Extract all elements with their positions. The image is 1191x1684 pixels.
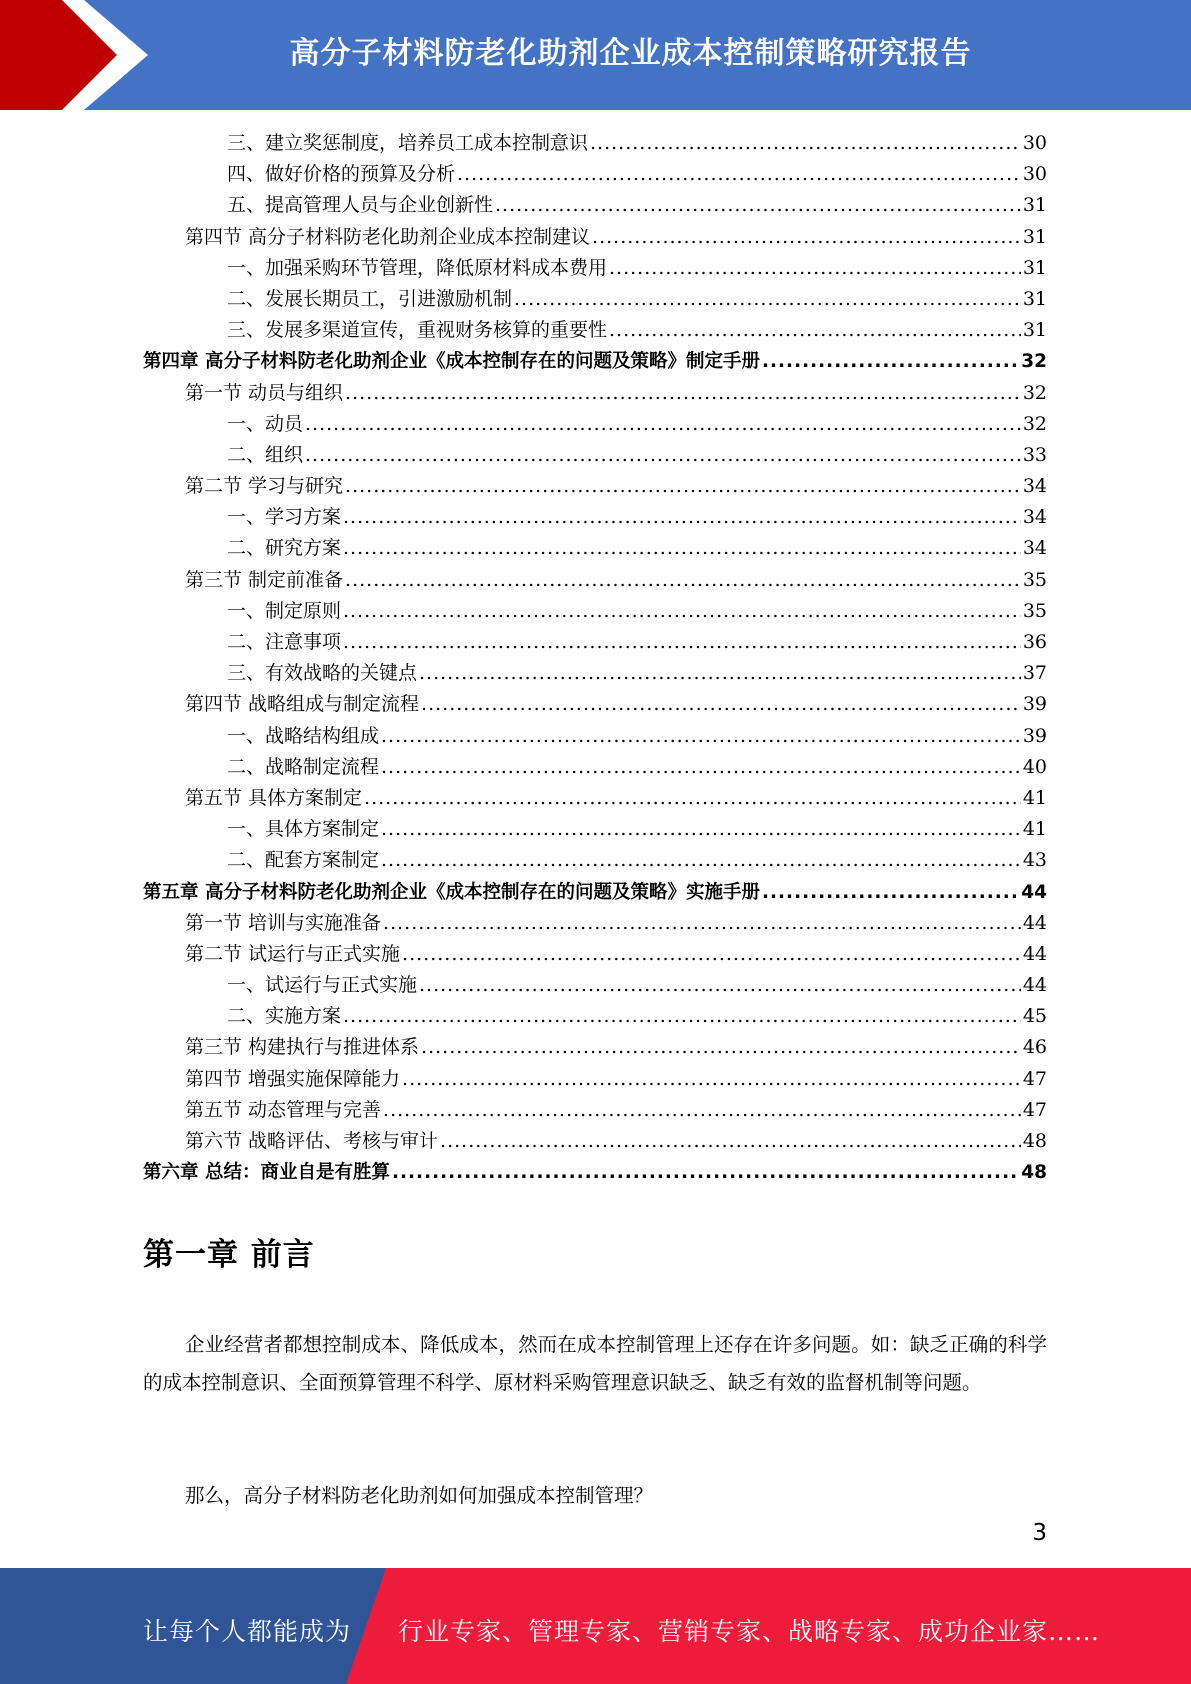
toc-dot-leader xyxy=(421,1032,1021,1063)
toc-entry[interactable] xyxy=(143,627,1047,658)
toc-entry[interactable] xyxy=(143,721,1047,752)
toc-entry-title: 二、战略制定流程 xyxy=(227,755,380,778)
toc-entry-title: 二、研究方案 xyxy=(227,537,342,560)
toc-entry-page: 47 xyxy=(1022,1067,1047,1090)
toc-dot-leader xyxy=(590,128,1021,159)
toc-entry[interactable] xyxy=(143,409,1047,440)
toc-entry[interactable] xyxy=(143,845,1047,876)
toc-dot-leader xyxy=(364,783,1021,814)
toc-dot-leader xyxy=(419,970,1021,1001)
toc-entry-page: 39 xyxy=(1022,693,1047,716)
toc-entry-page: 31 xyxy=(1022,194,1047,217)
toc-entry[interactable] xyxy=(143,596,1047,627)
toc-entry-page: 32 xyxy=(1022,412,1047,435)
toc-entry-title: 第四节 战略组成与制定流程 xyxy=(185,693,420,716)
toc-entry-title: 二、组织 xyxy=(227,443,304,466)
toc-dot-leader xyxy=(592,222,1021,253)
toc-entry-page: 44 xyxy=(1022,911,1047,934)
toc-entry-page: 37 xyxy=(1022,662,1047,685)
toc-entry[interactable] xyxy=(143,689,1047,720)
toc-entry[interactable] xyxy=(143,1157,1047,1188)
toc-entry[interactable] xyxy=(143,752,1047,783)
toc-entry-title: 第六节 战略评估、考核与审计 xyxy=(185,1130,439,1152)
toc-entry[interactable] xyxy=(143,1126,1047,1157)
toc-dot-leader xyxy=(343,1001,1021,1032)
toc-entry[interactable] xyxy=(143,814,1047,845)
toc-dot-leader xyxy=(345,565,1021,596)
toc-dot-leader xyxy=(440,1126,1021,1157)
toc-entry-title: 四、做好价格的预算及分析 xyxy=(227,163,456,186)
toc-entry-title: 一、试运行与正式实施 xyxy=(227,974,418,997)
toc-entry-page: 32 xyxy=(1021,351,1047,373)
toc-entry[interactable] xyxy=(143,346,1047,377)
footer-slogan-right: 行业专家、管理专家、营销专家、战略专家、成功企业家…… xyxy=(398,1617,1101,1646)
toc-dot-leader xyxy=(402,1064,1021,1095)
toc-dot-leader xyxy=(609,253,1021,284)
toc-dot-leader xyxy=(514,284,1021,315)
table-of-contents xyxy=(143,128,1047,1188)
toc-entry-title: 一、动员 xyxy=(227,412,304,435)
toc-dot-leader xyxy=(343,627,1021,658)
toc-entry[interactable] xyxy=(143,222,1047,253)
toc-entry-title: 二、实施方案 xyxy=(227,1005,342,1028)
toc-entry[interactable] xyxy=(143,253,1047,284)
toc-entry-page: 34 xyxy=(1022,475,1047,498)
toc-entry-title: 三、发展多渠道宣传，重视财务核算的重要性 xyxy=(227,319,608,342)
toc-entry-page: 35 xyxy=(1022,599,1047,622)
toc-entry-page: 45 xyxy=(1022,1005,1047,1028)
toc-entry-title: 三、有效战略的关键点 xyxy=(227,662,418,685)
toc-entry-page: 48 xyxy=(1022,1130,1047,1152)
toc-entry-title: 一、具体方案制定 xyxy=(227,818,380,841)
toc-entry[interactable] xyxy=(143,783,1047,814)
toc-entry[interactable] xyxy=(143,1095,1047,1126)
toc-entry-page: 46 xyxy=(1022,1036,1047,1059)
toc-dot-leader xyxy=(381,814,1021,845)
toc-entry[interactable] xyxy=(143,1001,1047,1032)
toc-dot-leader xyxy=(419,658,1021,689)
toc-dot-leader xyxy=(392,1157,1019,1188)
toc-entry[interactable] xyxy=(143,1064,1047,1095)
toc-entry-title: 第三节 制定前准备 xyxy=(185,568,344,591)
toc-entry-title: 二、发展长期员工，引进激励机制 xyxy=(227,287,513,310)
toc-entry-title: 二、注意事项 xyxy=(227,631,342,653)
toc-entry-page: 44 xyxy=(1021,881,1047,903)
toc-dot-leader xyxy=(457,159,1021,190)
toc-dot-leader xyxy=(305,409,1021,440)
toc-dot-leader xyxy=(305,440,1021,471)
toc-entry-title: 第四节 高分子材料防老化助剂企业成本控制建议 xyxy=(185,225,591,248)
toc-entry-page: 31 xyxy=(1022,319,1047,342)
toc-entry-page: 31 xyxy=(1022,225,1047,248)
toc-entry-title: 二、配套方案制定 xyxy=(227,849,380,872)
chapter-heading: 第一章 前言 xyxy=(143,1237,315,1273)
question-paragraph: 那么，高分子材料防老化助剂如何加强成本控制管理？ xyxy=(185,1484,654,1507)
toc-entry-title: 一、学习方案 xyxy=(227,506,342,529)
header-title: 高分子材料防老化助剂企业成本控制策略研究报告 xyxy=(289,36,972,71)
toc-entry-page: 34 xyxy=(1022,537,1047,560)
toc-entry-title: 第四章 高分子材料防老化助剂企业《成本控制存在的问题及策略》制定手册 xyxy=(143,351,760,373)
toc-entry-title: 第四节 增强实施保障能力 xyxy=(185,1067,401,1090)
intro-paragraph: 企业经营者都想控制成本、降低成本，然而在成本控制管理上还存在许多问题。如：缺乏正确的科学的成本控制意识、全面预算管理不科学、原材料采购管理意识缺乏、缺乏有效的监督机制等问题。 xyxy=(143,1333,1047,1394)
toc-entry[interactable] xyxy=(143,471,1047,502)
toc-dot-leader xyxy=(343,533,1021,564)
toc-dot-leader xyxy=(381,721,1021,752)
toc-entry-page: 44 xyxy=(1022,942,1047,965)
toc-entry[interactable] xyxy=(143,440,1047,471)
toc-entry[interactable] xyxy=(143,502,1047,533)
toc-entry-page: 41 xyxy=(1022,786,1047,809)
toc-entry-title: 第五章 高分子材料防老化助剂企业《成本控制存在的问题及策略》实施手册 xyxy=(143,881,760,903)
toc-entry[interactable] xyxy=(143,284,1047,315)
toc-dot-leader xyxy=(345,378,1021,409)
toc-entry-page: 31 xyxy=(1022,256,1047,279)
footer-slogan-left: 让每个人都能成为 xyxy=(143,1617,352,1646)
toc-dot-leader xyxy=(762,346,1019,377)
toc-entry-page: 34 xyxy=(1022,506,1047,529)
toc-entry-page: 48 xyxy=(1021,1162,1047,1184)
page-number: 3 xyxy=(1032,1520,1047,1546)
toc-entry-title: 第一节 动员与组织 xyxy=(185,381,344,404)
toc-entry-page: 47 xyxy=(1022,1098,1047,1121)
toc-entry-title: 一、制定原则 xyxy=(227,599,342,622)
toc-entry[interactable] xyxy=(143,190,1047,221)
toc-entry-title: 五、提高管理人员与企业创新性 xyxy=(227,194,494,217)
toc-dot-leader xyxy=(343,502,1021,533)
toc-entry-title: 一、战略结构组成 xyxy=(227,724,380,747)
toc-entry-page: 30 xyxy=(1022,132,1047,154)
toc-dot-leader xyxy=(345,471,1021,502)
toc-entry-page: 35 xyxy=(1022,568,1047,591)
toc-entry[interactable] xyxy=(143,159,1047,190)
toc-entry[interactable] xyxy=(143,565,1047,596)
toc-entry-title: 第一节 培训与实施准备 xyxy=(185,911,382,934)
toc-entry[interactable] xyxy=(143,128,1047,159)
toc-entry-page: 43 xyxy=(1022,849,1047,872)
toc-entry-title: 第六章 总结：商业自是有胜算 xyxy=(143,1162,390,1184)
toc-entry-title: 第三节 构建执行与推进体系 xyxy=(185,1036,420,1059)
toc-entry-title: 一、加强采购环节管理，降低原材料成本费用 xyxy=(227,256,608,279)
toc-entry-title: 三、建立奖惩制度，培养员工成本控制意识 xyxy=(227,132,589,154)
toc-entry[interactable] xyxy=(143,908,1047,939)
toc-entry[interactable] xyxy=(143,533,1047,564)
toc-entry-title: 第二节 学习与研究 xyxy=(185,475,344,498)
toc-entry-page: 31 xyxy=(1022,287,1047,310)
toc-entry-page: 39 xyxy=(1022,724,1047,747)
toc-entry-title: 第五节 具体方案制定 xyxy=(185,786,363,809)
toc-dot-leader xyxy=(383,1095,1021,1126)
toc-entry[interactable] xyxy=(143,939,1047,970)
toc-entry-page: 44 xyxy=(1022,974,1047,997)
toc-entry-title: 第五节 动态管理与完善 xyxy=(185,1098,382,1121)
toc-entry-page: 32 xyxy=(1022,381,1047,404)
toc-entry-page: 30 xyxy=(1022,163,1047,186)
toc-entry[interactable] xyxy=(143,1032,1047,1063)
toc-dot-leader xyxy=(421,689,1021,720)
page-header xyxy=(0,0,1191,110)
toc-entry[interactable] xyxy=(143,378,1047,409)
toc-entry[interactable] xyxy=(143,658,1047,689)
toc-entry[interactable] xyxy=(143,315,1047,346)
toc-dot-leader xyxy=(609,315,1021,346)
toc-entry-title: 第二节 试运行与正式实施 xyxy=(185,942,401,965)
header-arrow-decoration xyxy=(0,0,160,110)
toc-entry-page: 36 xyxy=(1022,631,1047,653)
toc-dot-leader xyxy=(383,908,1021,939)
toc-dot-leader xyxy=(381,752,1021,783)
toc-entry[interactable] xyxy=(143,877,1047,908)
toc-dot-leader xyxy=(381,845,1021,876)
toc-dot-leader xyxy=(402,939,1021,970)
toc-dot-leader xyxy=(343,596,1021,627)
toc-entry-page: 41 xyxy=(1022,818,1047,841)
toc-entry-page: 33 xyxy=(1022,443,1047,466)
toc-dot-leader xyxy=(495,190,1021,221)
page-footer xyxy=(0,1568,1191,1684)
toc-entry[interactable] xyxy=(143,970,1047,1001)
toc-entry-page: 40 xyxy=(1022,755,1047,778)
toc-dot-leader xyxy=(762,877,1019,908)
